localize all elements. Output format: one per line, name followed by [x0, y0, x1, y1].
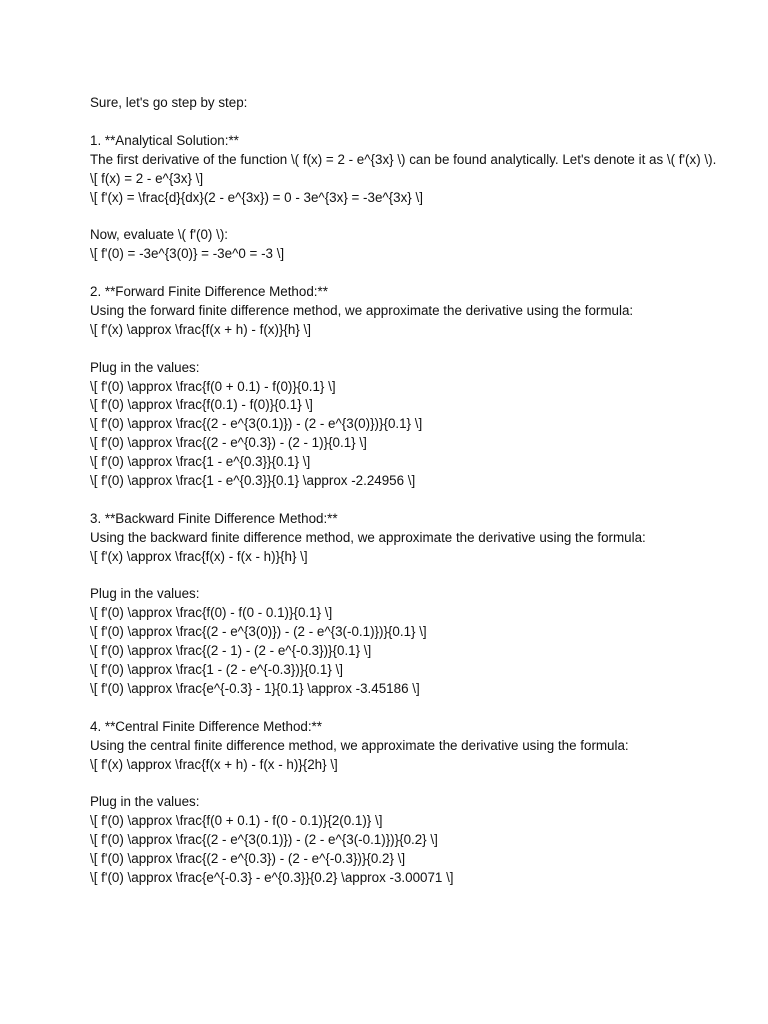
- evaluate-line: \[ f'(0) \approx \frac{f(0 + 0.1) - f(0)}{0.1} \]: [90, 378, 336, 394]
- evaluate-line: \[ f'(0) \approx \frac{1 - e^{0.3}}{0.1} \]: [90, 454, 311, 470]
- evaluate-line: \[ f'(0) \approx \frac{(2 - e^{3(0.1)}) - (2 - e^{3(0)})}{0.1} \]: [90, 416, 423, 432]
- spacer: [90, 699, 730, 718]
- evaluate-line: \[ f'(0) \approx \frac{1 - e^{0.3}}{0.1} \approx -2.24956 \]: [90, 473, 416, 489]
- evaluate-line: \[ f'(0) \approx \frac{(2 - e^{3(0.1)}) - (2 - e^{3(-0.1)})}{0.2} \]: [90, 832, 438, 848]
- section-central-difference: [90, 718, 730, 888]
- evaluate-line: \[ f'(0) \approx \frac{f(0 + 0.1) - f(0 - 0.1)}{2(0.1)} \]: [90, 813, 383, 829]
- formula-line: \[ f(x) = 2 - e^{3x} \]: [90, 170, 204, 186]
- formula-line: \[ f'(x) = \frac{d}{dx}(2 - e^{3x}) = 0 - 3e^{3x} = -3e^{3x} \]: [90, 189, 423, 205]
- evaluate-label: Now, evaluate \( f'(0) \):: [90, 227, 228, 243]
- document-body: [90, 94, 730, 888]
- spacer: [90, 567, 730, 586]
- section-heading: 2. **Forward Finite Difference Method:**: [90, 284, 328, 300]
- evaluate-label: Plug in the values:: [90, 794, 200, 810]
- spacer: [90, 340, 730, 359]
- spacer: [90, 491, 730, 510]
- formula-line: \[ f'(x) \approx \frac{f(x + h) - f(x)}{h} \]: [90, 321, 311, 337]
- spacer: [90, 113, 730, 132]
- evaluate-line: \[ f'(0) \approx \frac{(2 - e^{0.3}) - (2 - e^{-0.3})}{0.2} \]: [90, 851, 406, 867]
- evaluate-line: \[ f'(0) \approx \frac{e^{-0.3} - 1}{0.1} \approx -3.45186 \]: [90, 681, 420, 696]
- section-backward-difference: [90, 510, 730, 699]
- evaluate-line: \[ f'(0) \approx \frac{1 - (2 - e^{-0.3})}{0.1} \]: [90, 662, 343, 678]
- formula-line: \[ f'(x) \approx \frac{f(x + h) - f(x - h)}{2h} \]: [90, 756, 338, 772]
- evaluate-line: \[ f'(0) \approx \frac{(2 - e^{3(0)}) - (2 - e^{3(-0.1)})}{0.1} \]: [90, 624, 427, 640]
- evaluate-line: \[ f'(0) \approx \frac{f(0) - f(0 - 0.1)}{0.1} \]: [90, 605, 333, 621]
- evaluate-line: \[ f'(0) \approx \frac{(2 - e^{0.3}) - (2 - 1)}{0.1} \]: [90, 435, 367, 451]
- section-heading: 1. **Analytical Solution:**: [90, 132, 239, 148]
- evaluate-line: \[ f'(0) \approx \frac{f(0.1) - f(0)}{0.1} \]: [90, 397, 313, 413]
- evaluate-line: \[ f'(0) \approx \frac{(2 - 1) - (2 - e^{-0.3})}{0.1} \]: [90, 643, 372, 659]
- evaluate-line: \[ f'(0) = -3e^{3(0)} = -3e^0 = -3 \]: [90, 246, 285, 262]
- formula-line: \[ f'(x) \approx \frac{f(x) - f(x - h)}{h} \]: [90, 548, 308, 564]
- section-description: Using the backward finite difference method, we approximate the derivative using the formula:: [90, 529, 646, 545]
- section-forward-difference: [90, 283, 730, 491]
- section-heading: 3. **Backward Finite Difference Method:**: [90, 510, 338, 526]
- spacer: [90, 775, 730, 794]
- section-description: Using the forward finite difference method, we approximate the derivative using the formula:: [90, 302, 634, 318]
- section-description: Using the central finite difference method, we approximate the derivative using the formula:: [90, 737, 629, 753]
- spacer: [90, 264, 730, 283]
- section-description: The first derivative of the function \( f(x) = 2 - e^{3x} \) can be found analytically. Let's denote it as \( f'(x) \).: [90, 151, 717, 167]
- intro-text: Sure, let's go step by step:: [90, 95, 248, 110]
- spacer: [90, 207, 730, 226]
- evaluate-line: \[ f'(0) \approx \frac{e^{-0.3} - e^{0.3}}{0.2} \approx -3.00071 \]: [90, 870, 454, 886]
- section-heading: 4. **Central Finite Difference Method:**: [90, 718, 322, 734]
- section-analytical: [90, 132, 730, 264]
- evaluate-label: Plug in the values:: [90, 586, 200, 602]
- evaluate-label: Plug in the values:: [90, 359, 200, 375]
